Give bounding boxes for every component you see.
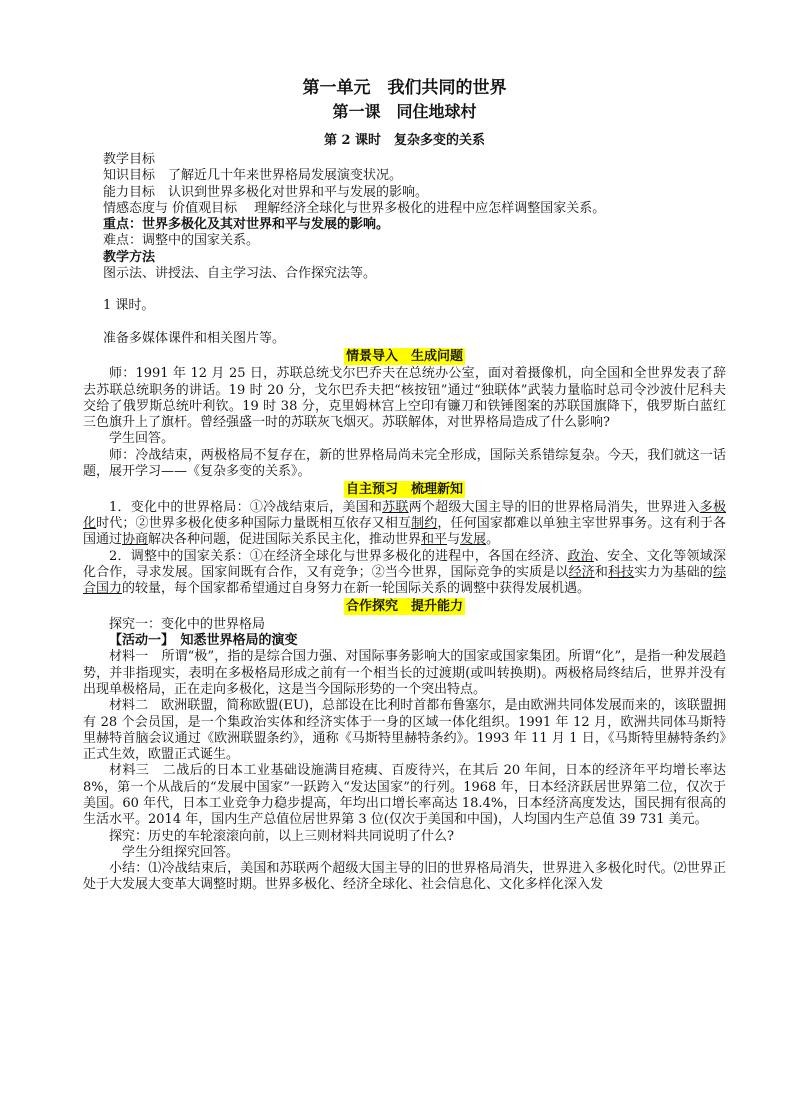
methods-heading: 教学方法	[103, 249, 156, 265]
material-1: 材料一 所谓“极”，指的是综合国力强、对国际事务影响大的国家或国家集团。所谓“化”，是指一种发展趋势，并非指现实，表明在多极格局形成之前有一个相当长的过渡期(或叫转换期)。两极格局终结后，世界并没有出现单极格局，正在走向多极化，这是当今国际形势的一个突出特点。	[83, 649, 726, 697]
blank-answer: 协商	[122, 532, 149, 548]
activity-title: 【活动一】 知悉世界格局的演变	[109, 633, 298, 649]
blank-answer: 科技	[607, 564, 635, 580]
objectives-heading: 教学目标	[103, 152, 156, 167]
section-heading-cooperation: 合作探究 提升能力	[345, 599, 463, 615]
intro-paragraph-3: 师：冷战结束，两极格局不复存在，新的世界格局尚未完全形成，国际关系错综复杂。今天，我们就这一话题，展开学习——《复杂多变的关系》。	[83, 447, 726, 480]
unit-title: 第一单元 我们共同的世界	[302, 78, 507, 98]
student-answer: 学生分组探究回答。	[122, 844, 240, 860]
inquiry-title: 探究一：变化中的世界格局	[109, 616, 266, 632]
intro-paragraph-1: 师：1991 年 12 月 25 日，苏联总统戈尔巴乔夫在总统办公室，面对着摄像机，向全国和全世界发表了辞去苏联总统职务的讲话。19 时 20 分，戈尔巴乔夫把“核按钮”通过“独联体”武装力量临时总司令沙波什尼科夫交给了俄罗斯总统叶利钦。19 时 38 分，克里姆林宫上空印有镰刀和铁锤图案的苏联国旗降下，俄罗斯白蓝红三色旗升上了旗杆。曾经强盛一时的苏联灰飞烟灭。苏联解体，对世界格局造成了什么影响?	[83, 366, 726, 431]
difficulty: 难点：调整中的国家关系。	[103, 233, 260, 249]
blank-answer: 苏联	[382, 499, 409, 515]
material-3: 材料三 二战后的日本工业基础设施满目疮痍、百废待兴，在其后 20 年间，日本的经济年平均增长率达 8%，第一个从战后的“发展中国家”一跃跨入“发达国家”的行列。1968 年，日本经济跃居世界第二位，仅次于美国。60 年代，日本工业竞争力稳步提高，年均出口增长率高达 18.4%，日本经济高度发达，国民拥有很高的生活水平。2014 年，国内生产总值位居世界第 3 位(仅次于美国和中国)，人均国内生产总值 39 731 美元。	[83, 763, 726, 828]
preparation: 准备多媒体课件和相关图片等。	[103, 330, 286, 346]
ability-objective: 能力目标 认识到世界多极化对世界和平与发展的影响。	[103, 184, 429, 200]
period-title: 第 2 课时 复杂多变的关系	[323, 133, 486, 148]
summary: 小结：⑴冷战结束后，美国和苏联两个超级大国主导的旧的世界格局消失，世界进入多极化时代。⑵世界正处于大发展大变革大调整时期。世界多极化、经济全球化、社会信息化、文化多样化深入发	[83, 861, 726, 893]
document-content	[83, 76, 726, 894]
material-2: 材料二 欧洲联盟，简称欧盟(EU)，总部设在比利时首都布鲁塞尔，是由欧洲共同体发展而来的，该联盟拥有 28 个会员国，是一个集政治实体和经济实体于一身的区域一体化组织。1991 年 12 月，欧洲共同体马斯特里赫特首脑会议通过《欧洲联盟条约》，通称《马斯特里赫特条约》。1993 年 11 月 1 日，《马斯特里赫特条约》正式生效，欧盟正式诞生。	[83, 698, 726, 763]
blank-answer: 政治	[567, 548, 594, 564]
attitude-objective: 情感态度与 价值观目标 理解经济全球化与世界多极化的进程中应怎样调整国家关系。	[103, 200, 606, 216]
class-period: 1 课时。	[103, 298, 155, 314]
intro-paragraph-2: 学生回答。	[109, 431, 175, 447]
section-heading-preview: 自主预习 梳理新知	[345, 482, 463, 498]
methods-text: 图示法、讲授法、自主学习法、合作探究法等。	[103, 266, 377, 282]
knowledge-objective: 知识目标 了解近几十年来世界格局发展演变状况。	[103, 168, 403, 184]
blank-answer: 综合国力	[83, 564, 726, 597]
blank-answer: 和平	[421, 532, 448, 548]
preview-item-1: 1．变化中的世界格局：①冷战结束后，美国和苏联两个超级大国主导的旧的世界格局消失，世界进入多极化时代；②世界多极化使多种国际力量既相互依存又相互制约，任何国家都难以单独主宰世界事务。这有利于各国通过协商解决各种问题，促进国际关系民主化，推动世界和平与发展。	[83, 499, 726, 548]
blank-answer: 多极化	[83, 499, 726, 531]
key-point: 重点：世界多极化及其对世界和平与发展的影响。	[103, 217, 390, 233]
inquiry-question: 探究：历史的车轮滚滚向前，以上三则材料共同说明了什么?	[109, 828, 454, 844]
methods-block	[83, 250, 726, 283]
objectives-block	[83, 152, 726, 250]
blank-answer: 发展	[460, 532, 487, 548]
blank-answer: 制约	[411, 515, 438, 531]
lesson-title: 第一课 同住地球村	[332, 102, 477, 121]
blank-answer: 经济	[568, 564, 595, 580]
section-heading-intro: 情景导入 生成问题	[345, 348, 463, 364]
preview-item-2: 2．调整中的国家关系：①在经济全球化与世界多极化的进程中，各国在经济、政治、安全、文化等领域深化合作，寻求发展。国家间既有合作，又有竞争；②当今世界，国际竞争的实质是以经济和科技实力为基础的综合国力的较量，每个国家都希望通过自身努力在新一轮国际关系的调整中获得发展机遇。	[83, 548, 726, 597]
